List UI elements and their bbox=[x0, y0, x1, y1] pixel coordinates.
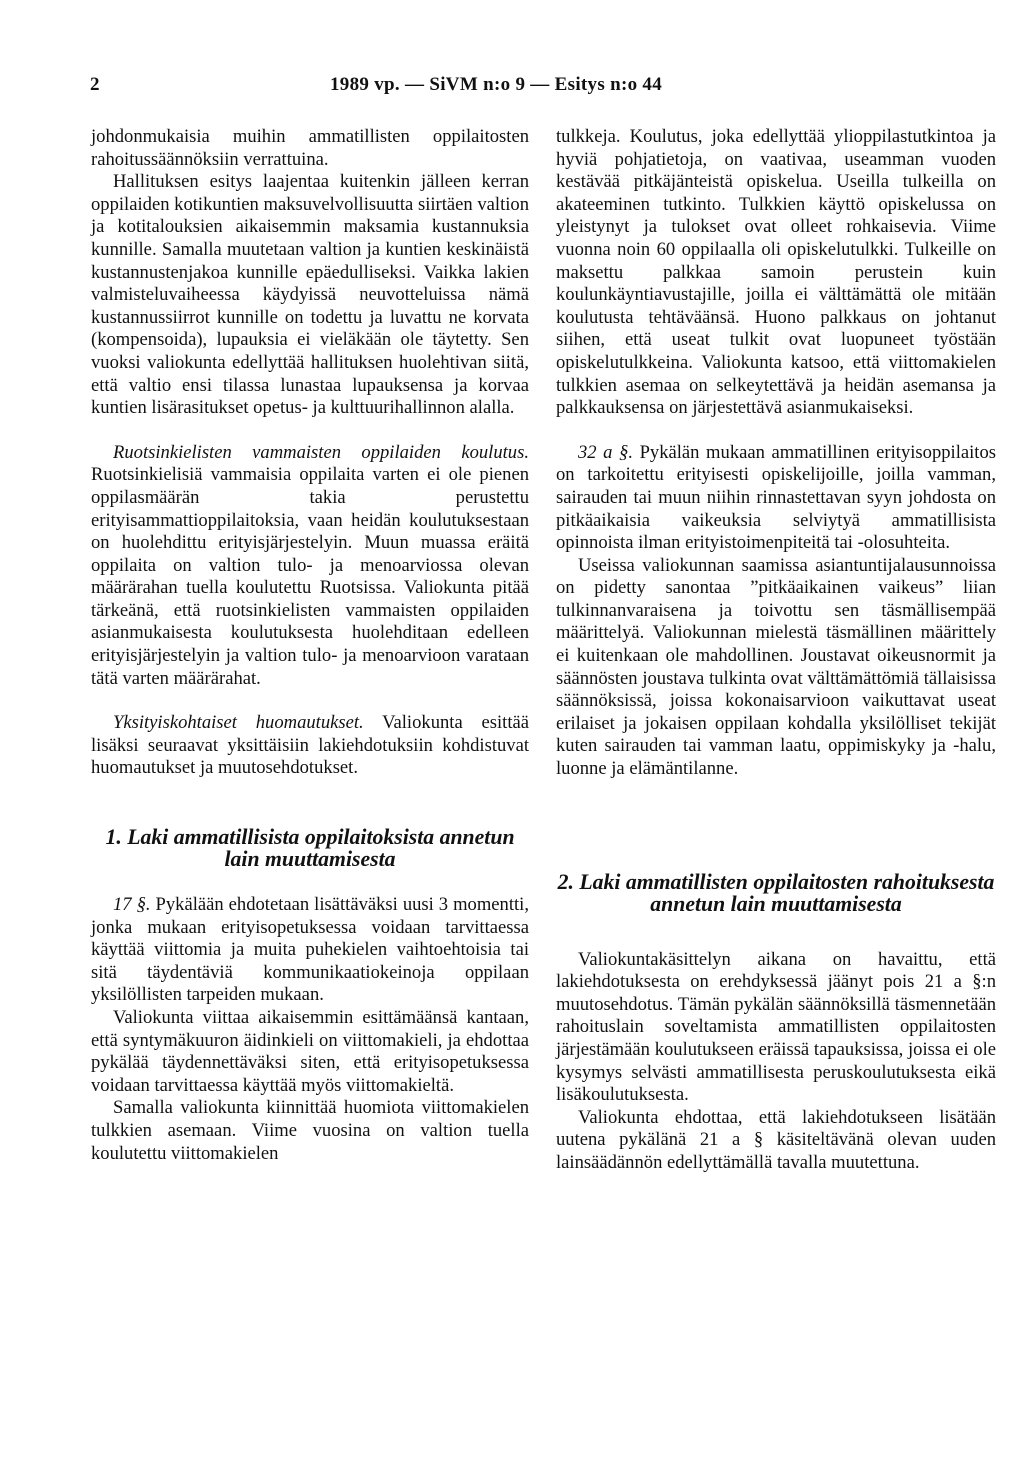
paragraph bbox=[91, 712, 529, 780]
section-number: 17 §. bbox=[113, 894, 151, 916]
paragraph-text: Ruotsinkielisiä vammaisia oppilaita varten ei ole pienen oppilasmäärän takia perustettu erityisammattioppilaitoksia, vaan heidän koulutuksestaan on huolehdittu erityisjärjestelyin. Muun muassa eräitä oppilaita on valtion tulo- ja menoarviossa olevan määrärahan tuella koulutettu Ruotsissa. Valiokunta pitää tärkeänä, että ruotsinkielisten vammaisten oppilaiden asianmukaisesta koulutuksesta huolehditaan edelleen erityisjärjestelyin ja valtion tulo- ja menoarvioon varataan tätä varten määrärahat. bbox=[91, 464, 529, 689]
section-heading: 2. Laki ammatillisten oppilaitosten rahoituksesta annetun lain muuttamisesta bbox=[557, 869, 995, 916]
right-column bbox=[556, 126, 996, 1175]
paragraph: Valiokunta viittaa aikaisemmin esittämäänsä kantaan, että syntymäkuuron äidinkieli on viittomakieli, ja ehdottaa pykälää täydennettäväksi siten, että erityisopetuksessa voidaan tarvittaessa käyttää myös viittomakieltä. bbox=[91, 1007, 529, 1096]
paragraph bbox=[556, 442, 996, 555]
paragraph: tulkkeja. Koulutus, joka edellyttää ylioppilastutkintoa ja hyviä pohjatietoja, on vaativaa, useamman vuoden kestävää pitkäjänteistä opiskelua. Useilla tulkeilla on akateeminen tutkinto. Tulkkien käyttö opiskelussa on yleistynyt ja tulokset ovat olleet rohkaisevia. Viime vuonna noin 60 oppilaalla oli opiskelutulkki. Tulkeille on maksettu palkkaa samoin perustein kuin koulunkäyntiavustajille, joilla ei välttämättä ole mitään koulutusta tehtäväänsä. Huono palkkaus on johtanut siihen, että useat tulkit ovat luopuneet työstään opiskelutulkkeina. Valiokunta katsoo, että viittomakielen tulkkien asemaa on selkeytettävä ja heidän asemansa ja palkkauksensa on järjestettävä asianmukaiseksi. bbox=[556, 126, 996, 419]
paragraph: Valiokuntakäsittelyn aikana on havaittu, että lakiehdotuksesta on erehdyksessä jäänyt pois 21 a §:n muutosehdotus. Tämän pykälän säännöksillä täsmennetään rahoituslain soveltamista ammatillisten oppilaitosten järjestämään koulutukseen eräissä tapauksissa, joissa ei ole kysymys selvästi ammatillisesta peruskoulutuksesta eikä lisäkoulutuksesta. bbox=[556, 948, 996, 1106]
paragraph-text: Pykälän mukaan ammatillinen erityisoppilaitos on tarkoitettu erityisesti opiskelijoille, joilla vamman, sairauden tai muun niihin rinnastettavan syyn johdosta on pitkäaikaisia vaikeuksia selviytyä ammatillisista opinnoista ilman erityistoimenpiteitä tai -olosuhteita. bbox=[556, 441, 996, 554]
paragraph: Valiokunta ehdottaa, että lakiehdotukseen lisätään uutena pykälänä 21 a § käsiteltävänä olevan uuden lainsäädännön edellyttämällä tavalla muutettuna. bbox=[556, 1106, 996, 1173]
paragraph: Useissa valiokunnan saamissa asiantuntijalausunnoissa on pidetty sanontaa ”pitkäaikainen vaikeus” liian tulkinnanvaraisena ja toivottu sen täsmällisempää määrittelyä. Valiokunnan mielestä täsmällinen määrittely ei kuitenkaan ole mahdollinen. Joustavat oikeusnormit ja säännösten joustava tulkinta ovat välttämättömiä tällaisissa säännöksissä, joissa kokonaisarvioon vaikuttavat useat erilaiset ja jokaisen oppilaan kohdalla yksilölliset tekijät kuten sairauden tai vamman laatu, oppimiskyky ja -halu, luonne ja elämäntilanne. bbox=[556, 554, 996, 780]
section-heading: 1. Laki ammatillisista oppilaitoksista annetun lain muuttamisesta bbox=[105, 825, 515, 872]
paragraph bbox=[91, 442, 529, 691]
paragraph: Hallituksen esitys laajentaa kuitenkin jälleen kerran oppilaiden kotikuntien maksuvelvollisuutta siirtäen valtion ja kotitalouksien aikaisemmin maksamia kustannuksia kunnille. Samalla muutetaan valtion ja kuntien keskinäistä kustannustenjakoa kunnille epäedulliseksi. Vaikka lakien valmisteluvaiheessa käydyissä neuvotteluissa nämä kustannussiirrot kunnille on todettu ja luvattu ne korvata (kompensoida), lupauksia ei vieläkään ole täytetty. Sen vuoksi valiokunta edellyttää hallituksen huolehtivan siitä, että valtio ensi tilassa lunastaa lupauksensa ja korvaa kuntien lisärasitukset opetus- ja kulttuurihallinnon alalla. bbox=[91, 171, 529, 419]
run-in-heading: Ruotsinkielisten vammaisten oppilaiden koulutus. bbox=[113, 441, 529, 463]
paragraph bbox=[91, 894, 529, 1007]
section-number: 32 a §. bbox=[578, 441, 633, 463]
page-number: 2 bbox=[90, 74, 100, 95]
paragraph: Samalla valiokunta kiinnittää huomiota viittomakielen tulkkien asemaan. Viime vuosina on valtion tuella koulutettu viittomakielen bbox=[91, 1097, 529, 1164]
running-header: 1989 vp. — SiVM n:o 9 — Esitys n:o 44 bbox=[330, 74, 663, 95]
paragraph-text: Valiokunta esittää lisäksi seuraavat yksittäisiin lakiehdotuksiin kohdistuvat huomautukset ja muutosehdotukset. bbox=[91, 712, 529, 779]
paragraph: johdonmukaisia muihin ammatillisten oppilaitosten rahoitussäännöksiin verrattuina. bbox=[91, 126, 529, 170]
left-column bbox=[91, 126, 529, 1165]
run-in-heading: Yksityiskohtaiset huomautukset. bbox=[113, 712, 364, 734]
paragraph-text: Pykälään ehdotetaan lisättäväksi uusi 3 momentti, jonka mukaan erityisopetuksessa voidaan tarvittaessa käyttää viittomia ja muita puhekielen vaihtoehtoisia tai sitä täydentäviä kommunikaatiokeinoja oppilaan yksilöllisten tarpeiden mukaan. bbox=[91, 894, 529, 1006]
